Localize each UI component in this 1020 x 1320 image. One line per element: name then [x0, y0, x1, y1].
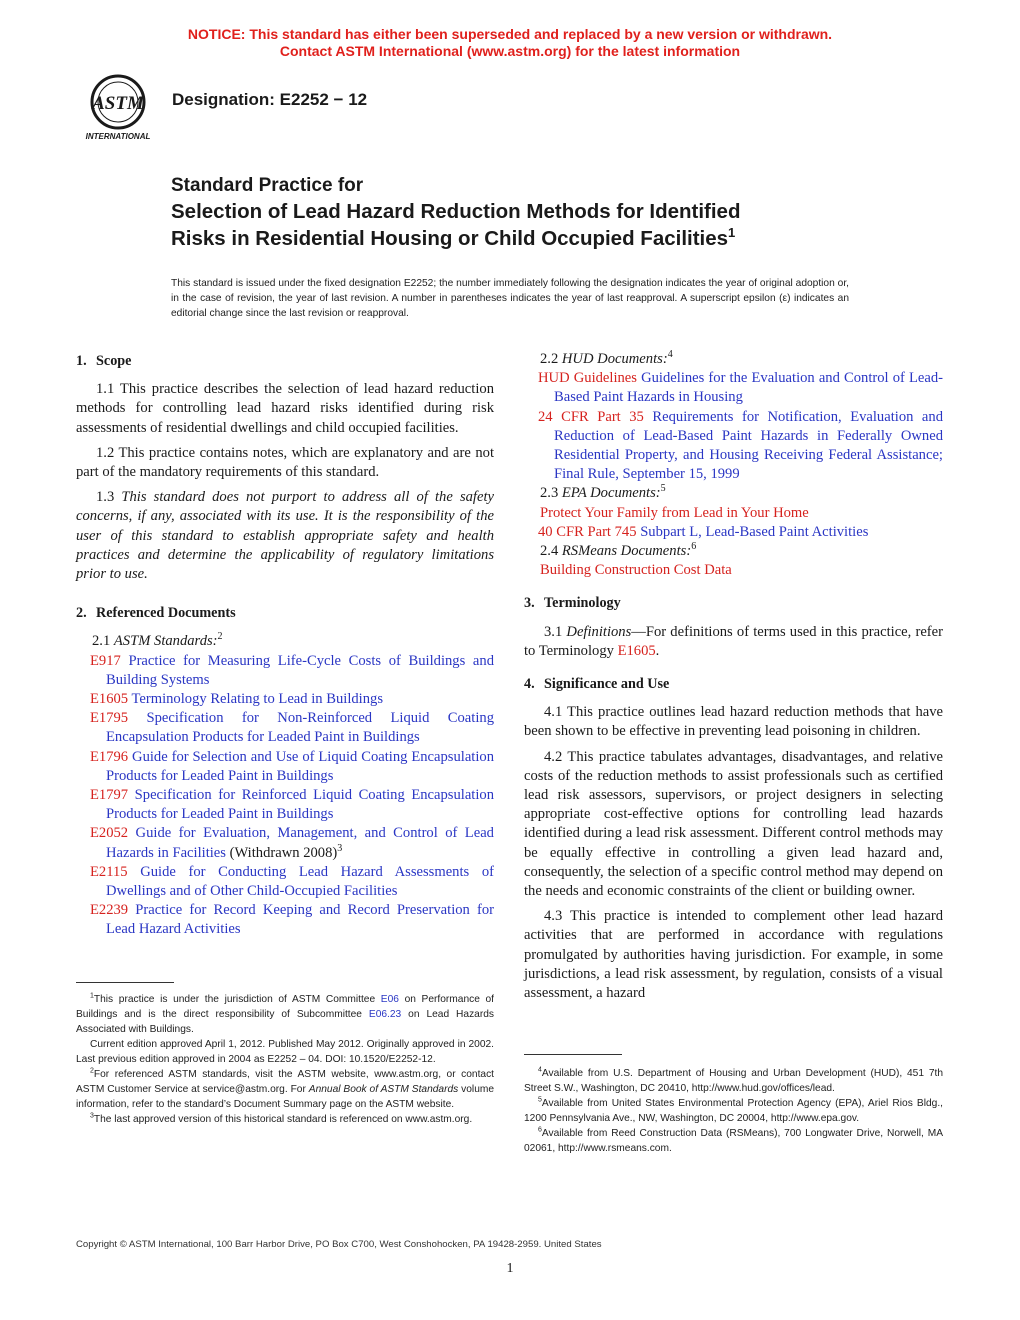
terminology-3-1: 3.1 Definitions—For definitions of terms used in this practice, refer to Terminology E1605.: [524, 623, 943, 659]
footnote-rule-left: [76, 982, 174, 983]
title-line-3: Risks in Residential Housing or Child Occupied Facilities$^1$: [171, 225, 736, 250]
footnote-1: $^1$This practice is under the jurisdiction of ASTM Committee E06 on Performance of Buildings and is the direct responsibility of Subcommittee E06.23 on Lead Hazards Associated with Buildings.: [76, 992, 495, 1035]
significance-4-2: 4.2 This practice tabulates advantages, disadvantages, and relative costs of the reduction methods to assist professionals such as certified lead risk assessors, supervisors, or project designers in selecting appropriate cost-effective options for controlling lead hazards identified during a lead risk assessment. Different control methods may be equally effective in controlling a given lead hazard and, consequently, the selection of a specific control method may depend on the needs and economic constraints of the client or building owner.: [524, 748, 943, 900]
scope-1-2: 1.2 This practice contains notes, which are explanatory and are not part of the mandatory requirements of this standard.: [76, 444, 494, 481]
logo-text: ASTM: [92, 93, 144, 114]
footnote-1-edition: Current edition approved April 1, 2012. Published May 2012. Originally approved in 2002. Last previous edition approved in 2004 as E2252 – 04. DOI: 10.1520/E2252-12.: [76, 1039, 494, 1065]
ref-24-cfr-35[interactable]: 24 CFR Part 35 Requirements for Notification, Evaluation and Reduction of Lead-Based Paint Hazards in Federally Owned Residential Property, and Housing Receiving Federal Assistance; Final Rule, September 15, 1999: [538, 408, 944, 483]
section-heading-referenced-documents: 2. Referenced Documents: [76, 605, 236, 622]
supersede-notice: [0, 26, 1020, 60]
logo-subtext: INTERNATIONAL: [85, 132, 151, 141]
ref-protect-your-family[interactable]: Protect Your Family from Lead in Your Home: [540, 504, 809, 521]
ref-e1795[interactable]: E1795 Specification for Non-Reinforced Liquid Coating Encapsulation Products for Leaded Paint in Buildings: [90, 710, 494, 746]
footnote-rule-right: [524, 1054, 622, 1055]
notice-line-1: NOTICE: This standard has either been superseded and replaced by a new version or withdrawn.: [187, 26, 833, 42]
designation: Designation: E2252 − 12: [172, 90, 368, 109]
rsmeans-documents-label: 2.4 RSMeans Documents:$^6$: [540, 541, 697, 560]
significance-4-3: 4.3 This practice is intended to complement other lead hazard activities that are performed in accordance with regulations promulgated by authorities having jurisdiction. For example, in some jurisdictions, a lead risk assessment, by regulation, consists of a visual assessment, a hazard: [524, 908, 943, 1002]
footnote-5: $^5$Available from United States Environmental Protection Agency (EPA), Ariel Rios Bldg., 1200 Pennsylvania Ave., NW, Washington, DC 20004, http://www.epa.gov.: [524, 1096, 943, 1124]
footnote-6: $^6$Available from Reed Construction Data (RSMeans), 700 Longwater Drive, Norwell, MA 02061, http://www.rsmeans.com.: [524, 1126, 943, 1154]
copyright-line: Copyright © ASTM International, 100 Barr Harbor Drive, PO Box C700, West Conshohocken, PA 19428-2959. United States: [76, 1239, 602, 1250]
scope-1-1: 1.1 This practice describes the selection of lead hazard reduction methods for controlling lead hazard risks identified during risk assessments of residential dwellings and child occupied facilities.: [76, 381, 494, 436]
issued-note: This standard is issued under the fixed designation E2252; the number immediately following the designation indicates the year of original adoption or, in the case of revision, the year of last revision. A number in parentheses indicates the year of last reapproval. A superscript epsilon (ε) indicates an editorial change since the last revision or reapproval.: [171, 278, 849, 319]
ref-e2239[interactable]: E2239 Practice for Record Keeping and Record Preservation for Lead Hazard Activities: [90, 902, 494, 938]
notice-line-2: Contact ASTM International (www.astm.org) for the latest information: [279, 43, 741, 59]
astm-logo: [76, 72, 160, 142]
footnote-3: $^3$The last approved version of this historical standard is referenced on www.astm.org.: [90, 1112, 473, 1125]
footnote-2: $^2$For referenced ASTM standards, visit the ASTM website, www.astm.org, or contact ASTM Customer Service at service@astm.org. For Annual Book of ASTM Standards volume information, refer to the standard’s Document Summary page on the ASTM website.: [76, 1067, 495, 1110]
epa-documents-label: 2.3 EPA Documents:$^5$: [540, 483, 666, 502]
astm-standards-label: 2.1 ASTM Standards:$^2$: [92, 631, 223, 650]
scope-1-3: 1.3 This standard does not purport to address all of the safety concerns, if any, associated with its use. It is the responsibility of the user of this standard to establish appropriate safety and health practices and determine the applicability of regulatory limitations prior to use.: [76, 489, 494, 583]
section-heading-significance: 4. Significance and Use: [524, 676, 670, 693]
document-title: [171, 174, 871, 252]
footnotes-right: [524, 1066, 943, 1156]
title-line-2: Selection of Lead Hazard Reduction Methods for Identified: [171, 200, 741, 223]
left-column: [76, 352, 494, 940]
ref-e1796[interactable]: E1796 Guide for Selection and Use of Liquid Coating Encapsulation Products for Leaded Paint in Buildings: [90, 748, 494, 784]
ref-e1605[interactable]: E1605 Terminology Relating to Lead in Buildings: [90, 691, 383, 708]
ref-e917[interactable]: E917 Practice for Measuring Life-Cycle Costs of Buildings and Building Systems: [90, 652, 494, 688]
terminology-e1605-link[interactable]: E1605: [617, 642, 656, 659]
ref-building-construction-cost-data[interactable]: Building Construction Cost Data: [540, 562, 732, 579]
footnote-4: $^4$Available from U.S. Department of Housing and Urban Development (HUD), 451 7th Street S.W., Washington, DC 20410, http://www.hud.gov/offices/lead.: [524, 1066, 943, 1094]
section-heading-scope: 1. Scope: [76, 353, 132, 369]
footnotes-left: [76, 992, 494, 1127]
right-column: [524, 350, 943, 1009]
title-footnote-mark: 1: [728, 225, 736, 241]
page-number: 1: [506, 1261, 514, 1276]
ref-40-cfr-745[interactable]: 40 CFR Part 745 Subpart L, Lead-Based Paint Activities: [538, 523, 869, 540]
ref-e2052[interactable]: E2052 Guide for Evaluation, Management, and Control of Lead Hazards in Facilities (Withdrawn 2008)$^3$: [90, 825, 494, 861]
ref-hud-guidelines[interactable]: HUD Guidelines Guidelines for the Evaluation and Control of Lead-Based Paint Hazards in Housing: [538, 370, 944, 406]
ref-e2115[interactable]: E2115 Guide for Conducting Lead Hazard Assessments of Dwellings and of Other Child-Occupied Facilities: [90, 863, 494, 900]
hud-documents-label: 2.2 HUD Documents:$^4$: [540, 349, 673, 367]
ref-e1797[interactable]: E1797 Specification for Reinforced Liquid Coating Encapsulation Products for Leaded Paint in Buildings: [90, 787, 494, 823]
significance-4-1: 4.1 This practice outlines lead hazard reduction methods that have been shown to be effective in preventing lead poisoning in children.: [524, 704, 943, 740]
title-line-1: Standard Practice for: [171, 175, 364, 196]
section-heading-terminology: 3. Terminology: [524, 595, 621, 612]
